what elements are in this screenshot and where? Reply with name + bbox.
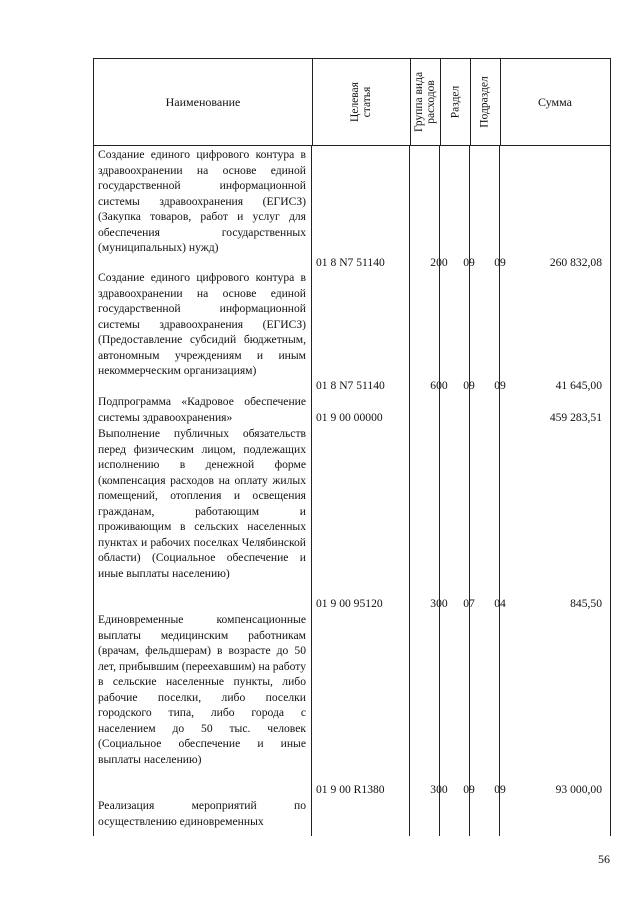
row-razdel: 09 — [463, 379, 475, 392]
row-sum: 845,50 — [570, 597, 602, 610]
row-target: 01 9 00 R1380 — [316, 783, 385, 796]
row-group: 200 — [430, 256, 448, 269]
header-target-line2: статья — [361, 86, 373, 118]
row-group: 300 — [430, 597, 448, 610]
row-razdel: 09 — [463, 256, 475, 269]
row-razdel: 07 — [463, 597, 475, 610]
header-podrazdel-cell — [470, 59, 501, 145]
column-divider — [439, 146, 440, 836]
column-divider — [409, 146, 410, 836]
header-name-cell — [94, 59, 313, 145]
header-group-cell — [410, 59, 441, 145]
row-name: Реализация мероприятий по осуществлению единовременных — [98, 799, 306, 828]
column-divider — [499, 146, 500, 836]
row-name: Выполнение публичных обязательств перед физическим лицом, подлежащих исполнению в денежной форме (компенсация расходов на оплату жилых помещений, отопления и освещения гражданам, работающим и проживающим в сельских населенных пунктах и рабочих поселках Челябинской области) (Социальное обеспечение и иные выплаты населению) — [98, 427, 306, 580]
header-sum: Сумма — [538, 94, 572, 109]
header-razdel-cell — [440, 59, 471, 145]
header-sum-cell — [500, 59, 610, 145]
header-razdel: Раздел — [449, 85, 461, 119]
row-name: Подпрограмма «Кадровое обеспечение системы здравоохранения» — [98, 395, 306, 424]
row-razdel: 09 — [463, 783, 475, 796]
row-sum: 260 832,08 — [549, 256, 602, 269]
row-target: 01 8 N7 51140 — [316, 379, 385, 392]
header-target-line1: Целевая — [349, 82, 361, 122]
row-target: 01 9 00 00000 — [316, 411, 383, 424]
table-header — [94, 58, 610, 146]
table-body — [94, 146, 610, 836]
header-target-cell — [312, 59, 411, 145]
row-podrazdel: 04 — [494, 597, 506, 610]
header-target — [349, 82, 373, 122]
row-sum: 93 000,00 — [555, 783, 602, 796]
budget-table — [93, 58, 611, 836]
header-group-line2: расходов — [425, 80, 438, 124]
row-sum: 459 283,51 — [549, 411, 602, 424]
row-sum: 41 645,00 — [555, 379, 602, 392]
row-group: 600 — [430, 379, 448, 392]
row-name: Создание единого цифрового контура в здравоохранении на основе единой государственной информационной системы здравоохранения (ЕГИСЗ) (Предоставление субсидий бюджетным, автономным учреждениям и иным некоммерческим организациям) — [98, 271, 306, 377]
column-divider — [469, 146, 470, 836]
row-name: Единовременные компенсационные выплаты медицинским работникам (врачам, фельдшерам) в возрасте до 50 лет, прибывшим (переехавшим) на работу в сельские населенные пункты, либо рабочие поселки, либо поселки городского типа, либо города с населением до 50 тыс. человек (Социальное обеспечение и иные выплаты населению) — [98, 613, 306, 766]
row-name: Создание единого цифрового контура в здравоохранении на основе единой государственной информационной системы здравоохранения (ЕГИСЗ) (Закупка товаров, работ и услуг для обеспечения государственных (муниципальных) нужд) — [98, 148, 306, 254]
header-podrazdel: Подраздел — [479, 76, 491, 128]
row-target: 01 8 N7 51140 — [316, 256, 385, 269]
row-group: 300 — [430, 783, 448, 796]
row-target: 01 9 00 95120 — [316, 597, 383, 610]
header-group-line1: Группа вида — [413, 71, 426, 133]
header-group — [413, 72, 437, 132]
row-podrazdel: 09 — [494, 379, 506, 392]
row-podrazdel: 09 — [494, 783, 506, 796]
page-number: 56 — [598, 852, 610, 866]
header-name: Наименование — [165, 94, 241, 109]
row-podrazdel: 09 — [494, 256, 506, 269]
column-divider — [311, 146, 312, 836]
